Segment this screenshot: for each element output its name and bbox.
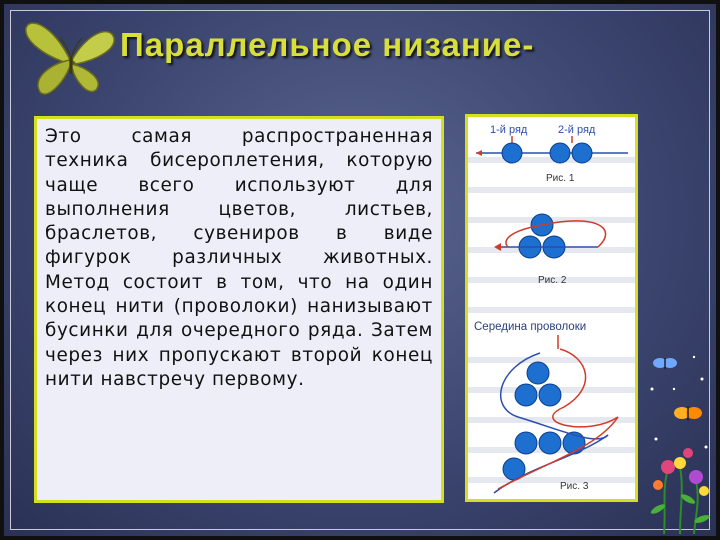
bead — [539, 384, 561, 406]
row1-label: 1-й ряд — [490, 124, 528, 136]
butterfly-icon — [24, 16, 119, 101]
fig2-caption: Рис. 2 — [538, 275, 567, 286]
bead — [515, 432, 537, 454]
bead — [527, 362, 549, 384]
small-butterfly-icon — [674, 406, 702, 421]
middle-label: Середина проволоки — [474, 321, 587, 333]
bead — [550, 143, 570, 163]
bead — [502, 143, 522, 163]
beading-diagram-svg — [468, 117, 635, 499]
beading-diagram — [465, 114, 638, 502]
bead — [539, 432, 561, 454]
small-butterfly-icon — [653, 358, 677, 369]
bead — [572, 143, 592, 163]
fig3-caption: Рис. 3 — [560, 481, 589, 492]
row2-label: 2-й ряд — [558, 124, 596, 136]
slide-title: Параллельное низание- — [120, 26, 535, 63]
fig1-caption: Рис. 1 — [546, 173, 575, 184]
description-box — [34, 116, 444, 503]
bead — [515, 384, 537, 406]
description-text: Это самая распространенная техника бисероплетения, которую чаще всего используют для выполнения цветов, листьев, браслетов, сувениров в виде фигурок различных животных. Метод состоит в том, что на один конец нити (проволоки) нанизывают бусинки для очередного ряда. Затем через них пропускают второй конец нити навстречу первому. — [45, 126, 433, 390]
flowers-decoration — [644, 349, 716, 534]
